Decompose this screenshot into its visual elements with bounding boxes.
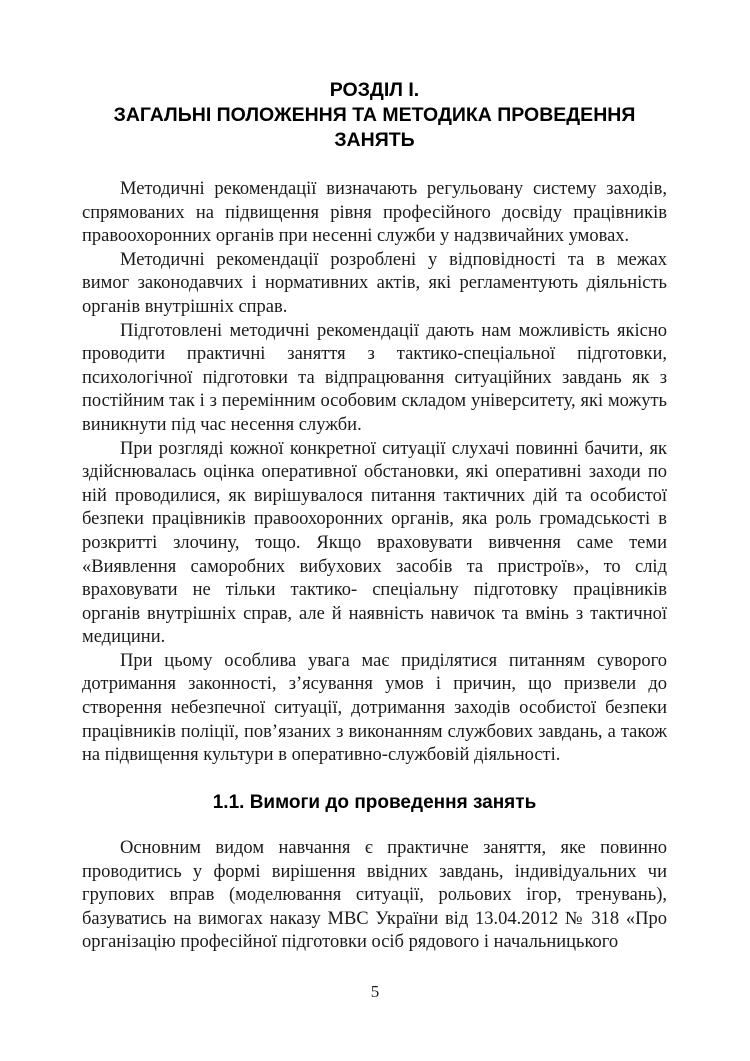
- paragraph: При цьому особлива увага має приділятися питанням суворого дотримання законності, з’ясування умов і причин, що призвели до створення небезпечної ситуації, дотримання заходів особистої безпеки працівників поліції, пов’язаних з виконанням службових завдань, а також на підвищення культури в оперативно-службовій діяльності.: [82, 650, 667, 766]
- paragraph: Основним видом навчання є практичне заняття, яке повинно проводитись у формі вирішення ввідних завдань, індивідуальних чи групових вправ (моделювання ситуації, рольових ігор, тренувань), базуватись на вимогах наказу МВС України від 13.04.2012 № 318 «Про організацію професійної підготовки осіб рядового і начальницького: [82, 838, 667, 953]
- paragraph: Методичні рекомендації визначають регульовану систему заходів, спрямованих на підвищення рівня професійного досвіду працівників правоохоронних органів при несенні служби у надзвичайних умовах.: [82, 179, 667, 247]
- paragraph: Методичні рекомендації розроблені у відповідності та в межах вимог законодавчих і нормативних актів, які регламентують діяльність органів внутрішніх справ.: [82, 249, 667, 317]
- section-heading: 1.1. Вимоги до проведення занять: [212, 792, 537, 813]
- paragraph: При розгляді кожної конкретної ситуації слухачі повинні бачити, як здійснювалась оцінка оперативної обстановки, які оперативні заходи по ній проводилися, як вирішувалося питання тактичних дій та особистої безпеки працівників правоохоронних органів, яка роль громадськості в розкритті злочину, тощо. Якщо враховувати вивчення саме теми «Виявлення саморобних вибухових засобів та пристроїв», то слід враховувати не тільки тактико- спеціальну підготовку працівників органів внутрішніх справ, але й наявність навичок та вмінь з тактичної медицини.: [82, 438, 667, 648]
- chapter-body: [82, 178, 667, 768]
- paragraph: Підготовлені методичні рекомендації дають нам можливість якісно проводити практичні заняття з тактико-спеціальної підготовки, психологічної підготовки та відпрацювання ситуаційних завдань як з постійним так і з перемінним особовим складом університету, які можуть виникнути під час несення служби.: [82, 320, 667, 435]
- chapter-title-line-3: ЗАНЯТЬ: [334, 129, 415, 151]
- chapter-heading: [82, 78, 667, 153]
- chapter-title-line-2: ЗАГАЛЬНІ ПОЛОЖЕННЯ ТА МЕТОДИКА ПРОВЕДЕННЯ: [113, 104, 636, 126]
- chapter-title-line-1: РОЗДІЛ І.: [329, 79, 420, 101]
- page-number: 5: [370, 982, 380, 1001]
- section-body: [82, 837, 667, 955]
